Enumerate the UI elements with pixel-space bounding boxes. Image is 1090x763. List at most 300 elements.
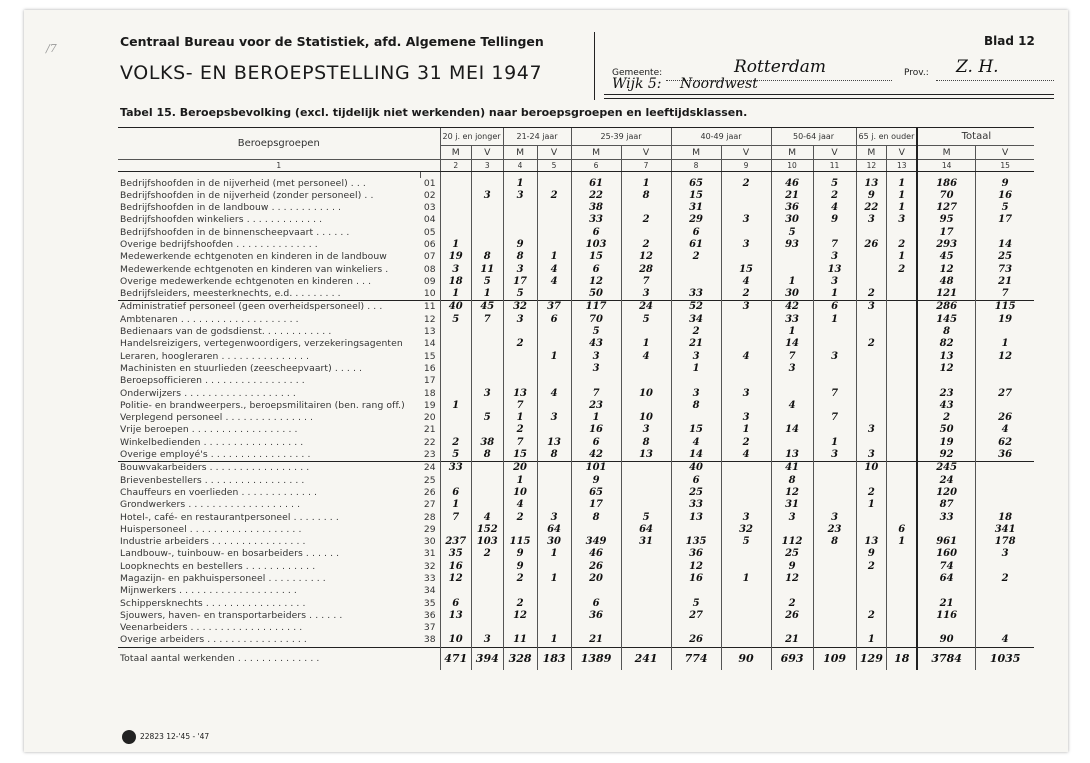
value-cell [721, 338, 771, 350]
value-cell [887, 585, 918, 597]
value-cell: 11 [503, 634, 537, 647]
row-code: 19 [423, 399, 436, 411]
value-cell: 33 [571, 214, 621, 226]
value-cell: 4 [975, 634, 1034, 647]
value-cell: 23 [571, 400, 621, 412]
total-value-cell: 1389 [571, 647, 621, 670]
occupation-label: Overige bedrijfshoofden . . . . . . . . . . . . . . [120, 238, 318, 250]
value-cell [537, 375, 571, 387]
value-cell [440, 351, 472, 363]
value-cell [537, 288, 571, 301]
value-cell [721, 475, 771, 487]
value-cell: 14 [671, 449, 721, 462]
value-cell [671, 412, 721, 424]
value-cell: 12 [571, 276, 621, 288]
value-cell: 2 [621, 239, 671, 251]
occupation-label: Loopknechts en bestellers . . . . . . . . . . . . [120, 560, 316, 572]
value-cell: 26 [975, 412, 1034, 424]
value-cell [856, 475, 887, 487]
value-cell: 1 [503, 178, 537, 190]
value-cell [671, 622, 721, 634]
value-cell [771, 585, 813, 597]
value-cell [503, 326, 537, 338]
value-cell: 3 [771, 363, 813, 375]
value-cell: 1 [887, 251, 918, 263]
sex-header-m: M [671, 146, 721, 160]
age-header-20: 20 j. en jonger [440, 128, 503, 146]
table-row [118, 487, 1034, 499]
sex-header-m: M [771, 146, 813, 160]
value-cell: 103 [571, 239, 621, 251]
occupation-label: Overige employé's . . . . . . . . . . . . . . . . . [120, 449, 311, 461]
value-cell [887, 561, 918, 573]
value-cell: 2 [503, 338, 537, 350]
column-number: 12 [856, 160, 887, 172]
value-cell: 1 [771, 276, 813, 288]
value-cell [813, 424, 856, 436]
row-code: 11 [420, 301, 440, 314]
value-cell: 4 [621, 351, 671, 363]
value-cell: 10 [621, 412, 671, 424]
value-cell [771, 622, 813, 634]
value-cell [537, 363, 571, 375]
value-cell: 135 [671, 536, 721, 548]
value-cell [440, 214, 472, 226]
value-cell: 1 [621, 338, 671, 350]
value-cell: 61 [671, 239, 721, 251]
sex-header-m: M [571, 146, 621, 160]
value-cell: 2 [440, 437, 472, 449]
value-cell: 21 [771, 634, 813, 647]
value-cell: 50 [571, 288, 621, 301]
value-cell: 1 [537, 634, 571, 647]
value-cell: 2 [621, 214, 671, 226]
value-cell [440, 585, 472, 597]
value-cell: 3 [621, 424, 671, 436]
value-cell [721, 314, 771, 326]
value-cell [856, 585, 887, 597]
table-row [118, 264, 1034, 276]
value-cell: 25 [975, 251, 1034, 263]
occupation-label: Brievenbestellers . . . . . . . . . . . . . . . . . [120, 474, 305, 486]
value-cell [503, 214, 537, 226]
value-cell: 245 [917, 462, 975, 475]
value-cell [621, 363, 671, 375]
value-cell [813, 598, 856, 610]
value-cell: 3 [721, 412, 771, 424]
value-cell: 7 [621, 276, 671, 288]
value-cell [621, 375, 671, 387]
value-cell: 3 [813, 512, 856, 524]
value-cell: 2 [721, 178, 771, 190]
value-cell: 8 [537, 449, 571, 462]
occupation-label: Hotel-, café- en restaurantpersoneel . . . . . . . . [120, 511, 339, 523]
row-code: 35 [423, 597, 436, 609]
row-code: 08 [423, 263, 436, 275]
value-cell [975, 487, 1034, 499]
occupation-label: Medewerkende echtgenoten en kinderen in de landbouw [120, 251, 387, 263]
value-cell: 5 [621, 314, 671, 326]
value-cell: 15 [671, 424, 721, 436]
value-cell [472, 561, 504, 573]
value-cell [721, 487, 771, 499]
value-cell: 8 [917, 326, 975, 338]
table-row [118, 400, 1034, 412]
sex-header-m: M [503, 146, 537, 160]
value-cell [440, 326, 472, 338]
value-cell: 101 [571, 462, 621, 475]
value-cell [537, 338, 571, 350]
district-value: Noordwest [680, 76, 758, 92]
value-cell [671, 585, 721, 597]
value-cell: 45 [917, 251, 975, 263]
occupation-label: Mijnwerkers . . . . . . . . . . . . . . . . . . . . [120, 585, 297, 597]
table-row [118, 524, 1034, 536]
row-code: 25 [423, 474, 436, 486]
value-cell: 115 [503, 536, 537, 548]
column-number: 13 [887, 160, 918, 172]
value-cell: 21 [917, 598, 975, 610]
value-cell [856, 326, 887, 338]
row-code: 31 [423, 548, 436, 560]
value-cell: 65 [571, 487, 621, 499]
value-cell: 5 [813, 178, 856, 190]
value-cell: 37 [537, 301, 571, 314]
value-cell [887, 227, 918, 239]
value-cell: 13 [440, 610, 472, 622]
table-row [118, 499, 1034, 511]
value-cell [917, 622, 975, 634]
table-row [118, 561, 1034, 573]
table-row [118, 536, 1034, 548]
value-cell [537, 585, 571, 597]
value-cell: 127 [917, 202, 975, 214]
total-value-cell: 3784 [917, 647, 975, 670]
column-number: 10 [771, 160, 813, 172]
value-cell: 2 [917, 412, 975, 424]
table-row [118, 388, 1034, 400]
occupation-label: Medewerkende echtgenoten en kinderen van winkeliers . [120, 263, 389, 275]
total-value-cell: 109 [813, 647, 856, 670]
value-cell: 2 [671, 251, 721, 263]
district-underline [604, 94, 1054, 95]
occupation-label: Bedrijfshoofden in de landbouw . . . . . . . . . . . . [120, 202, 342, 214]
value-cell: 2 [721, 437, 771, 449]
value-cell: 14 [975, 239, 1034, 251]
value-cell: 9 [975, 178, 1034, 190]
value-cell [721, 227, 771, 239]
value-cell [440, 227, 472, 239]
value-cell: 3 [721, 388, 771, 400]
value-cell: 73 [975, 264, 1034, 276]
value-cell: 117 [571, 301, 621, 314]
value-cell [856, 264, 887, 276]
value-cell [621, 462, 671, 475]
value-cell [771, 412, 813, 424]
sex-header-m: M [917, 146, 975, 160]
value-cell: 3 [503, 314, 537, 326]
value-cell: 6 [571, 264, 621, 276]
value-cell [721, 598, 771, 610]
value-cell [503, 227, 537, 239]
value-cell: 74 [917, 561, 975, 573]
row-code: 22 [423, 436, 436, 448]
value-cell [537, 178, 571, 190]
table-row [118, 301, 1034, 314]
occupation-label: Bedrijfsleiders, meesterknechts, e.d. . . . . . . . . [120, 288, 341, 300]
value-cell: 12 [771, 487, 813, 499]
value-cell: 25 [771, 548, 813, 560]
table-row [118, 573, 1034, 585]
value-cell [813, 573, 856, 585]
value-cell: 5 [472, 412, 504, 424]
value-cell: 3 [813, 251, 856, 263]
value-cell: 2 [671, 326, 721, 338]
occupation-label: Sjouwers, haven- en transportarbeiders . . . . . . [120, 609, 343, 621]
value-cell: 116 [917, 610, 975, 622]
value-cell [440, 178, 472, 190]
sex-header-v: V [721, 146, 771, 160]
value-cell [771, 375, 813, 387]
value-cell: 90 [917, 634, 975, 647]
value-cell: 2 [856, 487, 887, 499]
value-cell: 32 [721, 524, 771, 536]
value-cell [472, 338, 504, 350]
value-cell: 1 [721, 424, 771, 436]
value-cell: 30 [771, 288, 813, 301]
value-cell: 33 [671, 288, 721, 301]
value-cell: 103 [472, 536, 504, 548]
table-row [118, 585, 1034, 597]
table-row [118, 412, 1034, 424]
value-cell: 13 [671, 512, 721, 524]
sex-header-v: V [621, 146, 671, 160]
value-cell: 4 [975, 424, 1034, 436]
value-cell: 1 [887, 536, 918, 548]
table-row [118, 598, 1034, 610]
value-cell: 8 [771, 475, 813, 487]
value-cell [472, 622, 504, 634]
value-cell: 3 [537, 412, 571, 424]
value-cell: 1 [671, 363, 721, 375]
value-cell [856, 437, 887, 449]
value-cell: 4 [537, 388, 571, 400]
table-row [118, 314, 1034, 326]
value-cell [440, 375, 472, 387]
value-cell [771, 388, 813, 400]
value-cell: 13 [771, 449, 813, 462]
value-cell: 3 [671, 351, 721, 363]
value-cell: 7 [571, 388, 621, 400]
value-cell [813, 610, 856, 622]
table-row [118, 462, 1034, 475]
value-cell [537, 400, 571, 412]
table-row [118, 190, 1034, 202]
value-cell: 2 [503, 512, 537, 524]
value-cell: 2 [503, 573, 537, 585]
value-cell: 2 [771, 598, 813, 610]
value-cell: 95 [917, 214, 975, 226]
row-code: 30 [423, 536, 436, 548]
value-cell: 40 [440, 301, 472, 314]
value-cell [887, 388, 918, 400]
value-cell: 1 [537, 548, 571, 560]
occupation-label: Overige arbeiders . . . . . . . . . . . . . . . . . [120, 634, 307, 646]
value-cell: 293 [917, 239, 975, 251]
value-cell: 31 [771, 499, 813, 511]
value-cell: 7 [813, 388, 856, 400]
value-cell: 33 [440, 462, 472, 475]
value-cell: 26 [856, 239, 887, 251]
value-cell: 8 [671, 400, 721, 412]
table-row [118, 375, 1034, 387]
value-cell: 17 [571, 499, 621, 511]
value-cell [813, 462, 856, 475]
table-row [118, 424, 1034, 436]
print-mark: 22823 12-'45 - '47 [140, 732, 210, 741]
table-row [118, 251, 1034, 263]
value-cell: 10 [440, 634, 472, 647]
value-cell [813, 548, 856, 560]
value-cell [813, 634, 856, 647]
value-cell [975, 610, 1034, 622]
value-cell [571, 622, 621, 634]
value-cell: 1 [975, 338, 1034, 350]
value-cell [887, 437, 918, 449]
value-cell: 13 [503, 388, 537, 400]
value-cell: 4 [813, 202, 856, 214]
value-cell [721, 499, 771, 511]
value-cell [621, 634, 671, 647]
value-cell [917, 585, 975, 597]
row-code: 10 [423, 288, 436, 300]
sex-header-v: V [813, 146, 856, 160]
value-cell: 93 [771, 239, 813, 251]
value-cell: 186 [917, 178, 975, 190]
value-cell [975, 585, 1034, 597]
value-cell: 3 [472, 388, 504, 400]
value-cell: 286 [917, 301, 975, 314]
value-cell [721, 610, 771, 622]
value-cell [571, 375, 621, 387]
value-cell [771, 437, 813, 449]
value-cell: 5 [621, 512, 671, 524]
value-cell [721, 622, 771, 634]
value-cell: 3 [621, 288, 671, 301]
sex-header-v: V [537, 146, 571, 160]
value-cell: 24 [621, 301, 671, 314]
occupation-label: Beroepsofficieren . . . . . . . . . . . . . . . . . [120, 375, 305, 387]
value-cell [856, 388, 887, 400]
value-cell: 13 [917, 351, 975, 363]
value-cell [856, 524, 887, 536]
value-cell: 11 [472, 264, 504, 276]
value-cell: 23 [813, 524, 856, 536]
value-cell: 3 [856, 214, 887, 226]
value-cell: 9 [856, 190, 887, 202]
value-cell: 2 [856, 561, 887, 573]
value-cell [440, 190, 472, 202]
table-row [118, 178, 1034, 190]
value-cell: 3 [721, 301, 771, 314]
value-cell [887, 424, 918, 436]
value-cell: 12 [671, 561, 721, 573]
column-number: 8 [671, 160, 721, 172]
value-cell [856, 573, 887, 585]
value-cell: 19 [975, 314, 1034, 326]
value-cell [856, 363, 887, 375]
value-cell: 12 [771, 573, 813, 585]
table-row [118, 622, 1034, 634]
value-cell: 45 [472, 301, 504, 314]
value-cell: 41 [771, 462, 813, 475]
occupation-label: Chauffeurs en voerlieden . . . . . . . . . . . . . [120, 486, 317, 498]
value-cell: 1 [571, 412, 621, 424]
value-cell: 26 [771, 610, 813, 622]
value-cell: 1 [440, 400, 472, 412]
value-cell [440, 412, 472, 424]
age-header-25-39: 25-39 jaar [571, 128, 671, 146]
value-cell [771, 264, 813, 276]
value-cell: 3 [975, 548, 1034, 560]
sheet-number: Blad 12 [984, 34, 1035, 48]
value-cell: 3 [503, 264, 537, 276]
column-number: 2 [440, 160, 472, 172]
value-cell: 33 [771, 314, 813, 326]
value-cell [771, 251, 813, 263]
value-cell: 6 [671, 475, 721, 487]
row-code: 14 [423, 338, 436, 350]
value-cell: 14 [771, 424, 813, 436]
value-cell: 6 [813, 301, 856, 314]
occupation-label: Schippersknechts . . . . . . . . . . . . . . . . . [120, 597, 306, 609]
row-code: 34 [423, 585, 436, 597]
bureau-name: Centraal Bureau voor de Statistiek, afd. Algemene Tellingen [120, 34, 544, 49]
row-code: 02 [423, 189, 436, 201]
value-cell: 12 [503, 610, 537, 622]
value-cell [537, 475, 571, 487]
value-cell: 6 [537, 314, 571, 326]
value-cell: 46 [571, 548, 621, 560]
row-code: 36 [423, 609, 436, 621]
table-row [118, 214, 1034, 226]
value-cell: 3 [503, 190, 537, 202]
value-cell: 2 [813, 190, 856, 202]
row-code: 04 [423, 214, 436, 226]
value-cell [856, 598, 887, 610]
value-cell: 16 [671, 573, 721, 585]
value-cell: 16 [975, 190, 1034, 202]
value-cell: 20 [571, 573, 621, 585]
value-cell: 9 [503, 548, 537, 560]
value-cell [503, 585, 537, 597]
value-cell: 8 [503, 251, 537, 263]
value-cell [813, 375, 856, 387]
value-cell: 27 [671, 610, 721, 622]
value-cell [856, 351, 887, 363]
value-cell: 12 [621, 251, 671, 263]
value-cell: 15 [721, 264, 771, 276]
value-cell [621, 561, 671, 573]
value-cell: 9 [813, 214, 856, 226]
value-cell: 8 [571, 512, 621, 524]
province-value: Z. H. [956, 57, 999, 77]
total-label: Totaal aantal werkenden . . . . . . . . . . . . . . [118, 647, 440, 670]
value-cell: 1 [440, 239, 472, 251]
value-cell [721, 363, 771, 375]
value-cell: 64 [621, 524, 671, 536]
table-row [118, 276, 1034, 288]
